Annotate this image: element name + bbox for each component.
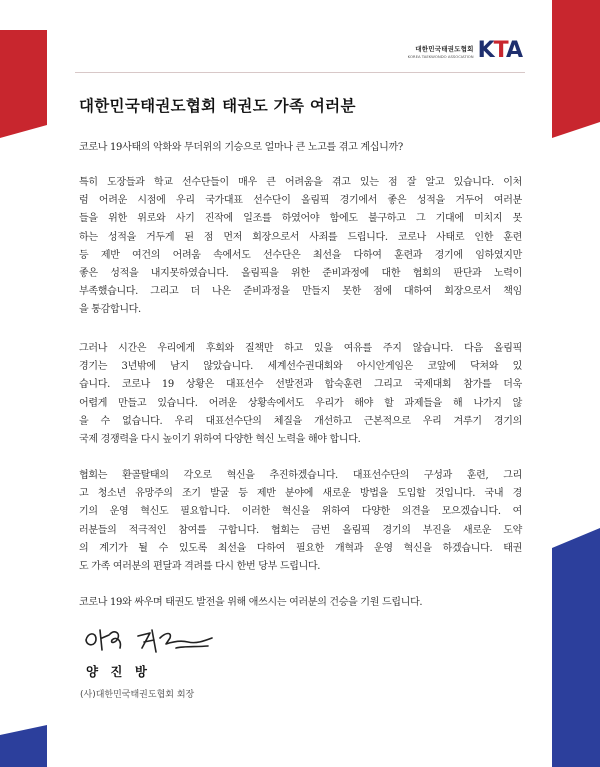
paragraph-4 bbox=[79, 467, 522, 576]
paragraph-5 bbox=[79, 594, 522, 612]
logo-english-name: KOREA TAEKWONDO ASSOCIATION bbox=[407, 53, 474, 59]
paragraph-line: 코로나 19와 싸우며 태권도 발전을 위해 애쓰시는 여러분의 건승을 기원 드립니다. bbox=[79, 597, 423, 608]
paragraph-line: 고 청소년 유망주의 조기 발굴 등 제반 분야에 새로운 방법을 도입할 것입니다. 국내 경 bbox=[79, 488, 522, 500]
paragraph-line: 등 제반 여건의 어려움 속에서도 선수단은 최선을 다하여 훈련과 경기에 임하였지만 bbox=[79, 249, 522, 261]
logo-korean-name: 대한민국태권도협회 bbox=[415, 44, 474, 53]
paragraph-3 bbox=[79, 340, 522, 449]
letter-title: 대한민국태권도협회 태권도 가족 여러분 bbox=[79, 97, 356, 115]
paragraph-line: 그러나 시간은 우리에게 후회와 질책만 하고 있을 여유를 주지 않습니다. 다음 올림픽 bbox=[79, 343, 522, 354]
paragraph-line: 기의 운영 혁신도 필요합니다. 이러한 혁신을 위하여 다양한 의견을 모으겠습니다. 여 bbox=[79, 506, 522, 518]
signer-name: 양 진 방 bbox=[86, 664, 151, 679]
header-divider bbox=[75, 72, 525, 73]
paragraph-line: 들을 위한 위로와 사기 진작에 일조를 하였어야 함에도 불구하고 그 기대에 미치지 못 bbox=[79, 213, 522, 225]
paragraph-line: 을 통감합니다. bbox=[79, 304, 141, 316]
paragraph-line: 어렵게 만들고 있습니다. 어려운 상황속에서도 우리가 해야 할 과제들을 해 나가지 않 bbox=[79, 397, 522, 409]
paragraph-line: 부족했습니다. 그리고 더 나은 준비과정을 만들지 못한 점에 대하여 회장으로서 책임 bbox=[79, 286, 522, 298]
paragraph-line: 코로나 19사태의 악화와 무더위의 기승으로 얼마나 큰 노고를 겪고 계십니까? bbox=[79, 142, 403, 153]
paragraph-line: 도 가족 여러분의 편달과 격려를 다시 한번 당부 드립니다. bbox=[79, 561, 321, 573]
paragraph-line: 의 계기가 될 수 있도록 최선을 다하여 필요한 개혁과 운영 혁신을 하겠습니다. 태권 bbox=[79, 542, 522, 554]
paragraph-line: 특히 도장들과 학교 선수단들이 매우 큰 어려움을 겪고 있는 점 잘 알고 있습니다. 이처 bbox=[79, 177, 522, 188]
paragraph-line: 협회는 환골탈태의 각오로 혁신을 추진하겠습니다. 대표선수단의 구성과 훈련, 그리 bbox=[79, 470, 522, 481]
paragraph-2 bbox=[79, 174, 522, 320]
paragraph-line: 럼 어려운 시점에 우리 국가대표 선수단이 올림픽 경기에서 좋은 성적을 거두어 여러분 bbox=[79, 195, 522, 207]
paragraph-line: 을 수 없습니다. 우리 대표선수단의 체질을 개선하고 근본적으로 우리 겨루기 경기의 bbox=[79, 415, 522, 427]
paragraph-line: 습니다. 코로나 19 상황은 대표선수 선발전과 합숙훈련 그리고 국제대회 참가를 더욱 bbox=[79, 379, 522, 391]
kta-logo bbox=[408, 36, 522, 66]
signer-role: (사)대한민국태권도협회 회장 bbox=[80, 690, 195, 700]
kta-logo-mark: KTA bbox=[477, 38, 522, 63]
paragraph-line: 경기는 3년밖에 남지 않았습니다. 세계선수권대회와 아시안게임은 코앞에 닥쳐와 있 bbox=[79, 361, 522, 373]
handwritten-signature-icon bbox=[80, 620, 230, 660]
paragraph-1 bbox=[79, 139, 522, 157]
paragraph-line: 좋은 성적을 내지못하였습니다. 올림픽을 위한 준비과정에 대한 협회의 판단과 노력이 bbox=[79, 268, 522, 280]
paragraph-line: 국제 경쟁력을 다시 높이기 위하여 다양한 혁신 노력을 해야 합니다. bbox=[79, 434, 361, 446]
paragraph-line: 러분들의 적극적인 참여를 구합니다. 협회는 금번 올림픽 경기의 부진을 새로운 도약 bbox=[79, 524, 522, 536]
paragraph-line: 하는 성적을 거두게 된 점 먼저 회장으로서 사죄를 드립니다. 코로나 사태로 인한 훈련 bbox=[79, 231, 522, 243]
